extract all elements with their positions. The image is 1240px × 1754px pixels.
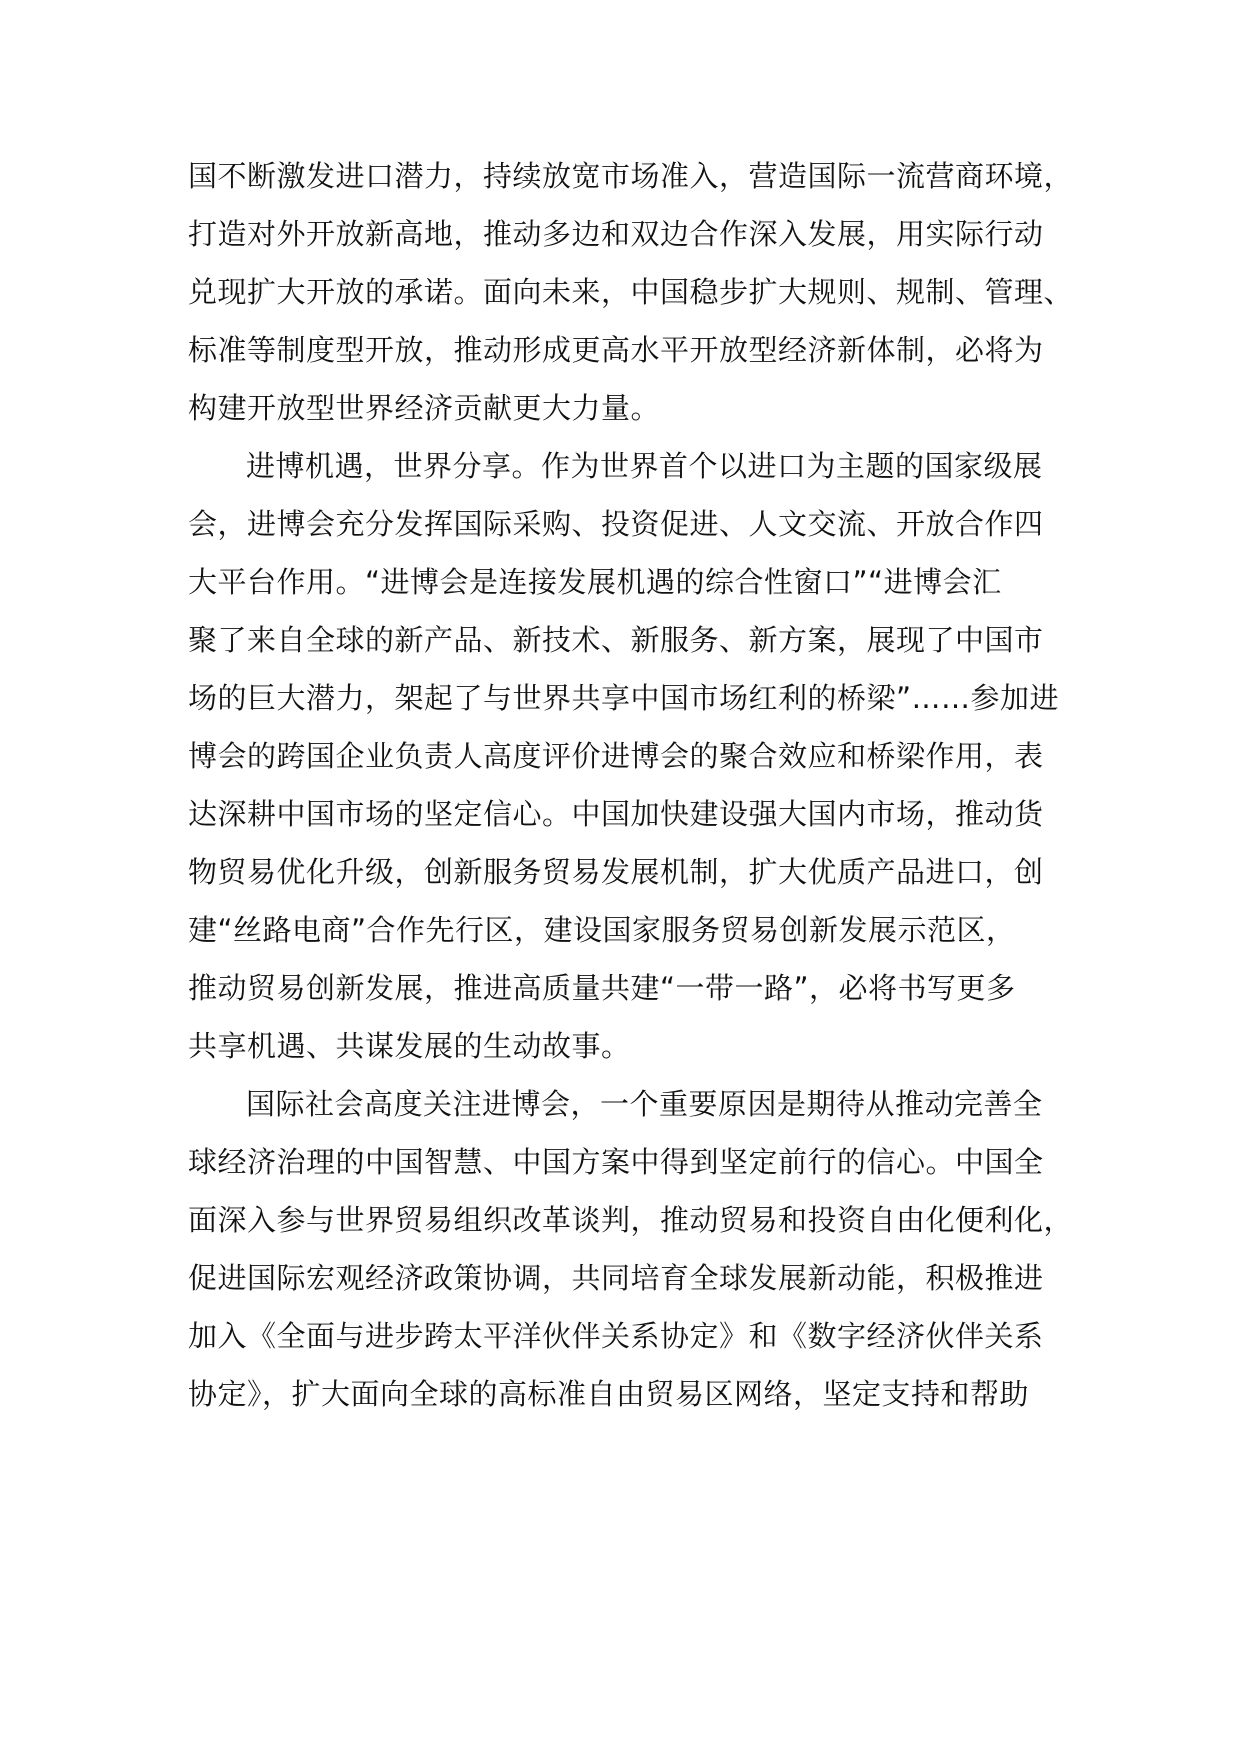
text-line-16: 共享机遇、共谋发展的生动故事。 bbox=[188, 1029, 631, 1063]
text-line-14: 建“丝路电商”合作先行区，建设国家服务贸易创新发展示范区， bbox=[188, 913, 1016, 947]
text-line-5: 构建开放型世界经济贡献更大力量。 bbox=[188, 391, 661, 425]
text-line-6: 进博机遇，世界分享。作为世界首个以进口为主题的国家级展 bbox=[246, 449, 1043, 483]
text-line-9: 聚了来自全球的新产品、新技术、新服务、新方案，展现了中国市 bbox=[188, 623, 1044, 657]
text-line-11: 博会的跨国企业负责人高度评价进博会的聚合效应和桥梁作用，表 bbox=[188, 739, 1044, 773]
text-line-1: 国不断激发进口潜力，持续放宽市场准入，营造国际一流营商环境， bbox=[188, 159, 1074, 193]
text-line-13: 物贸易优化升级，创新服务贸易发展机制，扩大优质产品进口，创 bbox=[188, 855, 1044, 889]
text-line-4: 标准等制度型开放，推动形成更高水平开放型经济新体制，必将为 bbox=[188, 333, 1044, 367]
text-line-2: 打造对外开放新高地，推动多边和双边合作深入发展，用实际行动 bbox=[188, 217, 1044, 251]
text-line-8: 大平台作用。“进博会是连接发展机遇的综合性窗口”“进博会汇 bbox=[188, 565, 1002, 599]
text-line-17: 国际社会高度关注进博会，一个重要原因是期待从推动完善全 bbox=[246, 1087, 1043, 1121]
text-line-7: 会，进博会充分发挥国际采购、投资促进、人文交流、开放合作四 bbox=[188, 507, 1044, 541]
text-line-3: 兑现扩大开放的承诺。面向未来，中国稳步扩大规则、规制、管理、 bbox=[188, 275, 1074, 309]
text-line-20: 促进国际宏观经济政策协调，共同培育全球发展新动能，积极推进 bbox=[188, 1261, 1044, 1295]
text-line-15: 推动贸易创新发展，推进高质量共建“一带一路”，必将书写更多 bbox=[188, 971, 1016, 1005]
text-line-22: 协定》，扩大面向全球的高标准自由贸易区网络，坚定支持和帮助 bbox=[188, 1377, 1030, 1411]
text-line-12: 达深耕中国市场的坚定信心。中国加快建设强大国内市场，推动货 bbox=[188, 797, 1044, 831]
text-line-10: 场的巨大潜力，架起了与世界共享中国市场红利的桥梁”……参加进 bbox=[188, 681, 1060, 715]
text-line-21: 加入《全面与进步跨太平洋伙伴关系协定》和《数字经济伙伴关系 bbox=[188, 1319, 1044, 1353]
text-line-19: 面深入参与世界贸易组织改革谈判，推动贸易和投资自由化便利化， bbox=[188, 1203, 1074, 1237]
text-line-18: 球经济治理的中国智慧、中国方案中得到坚定前行的信心。中国全 bbox=[188, 1145, 1044, 1179]
